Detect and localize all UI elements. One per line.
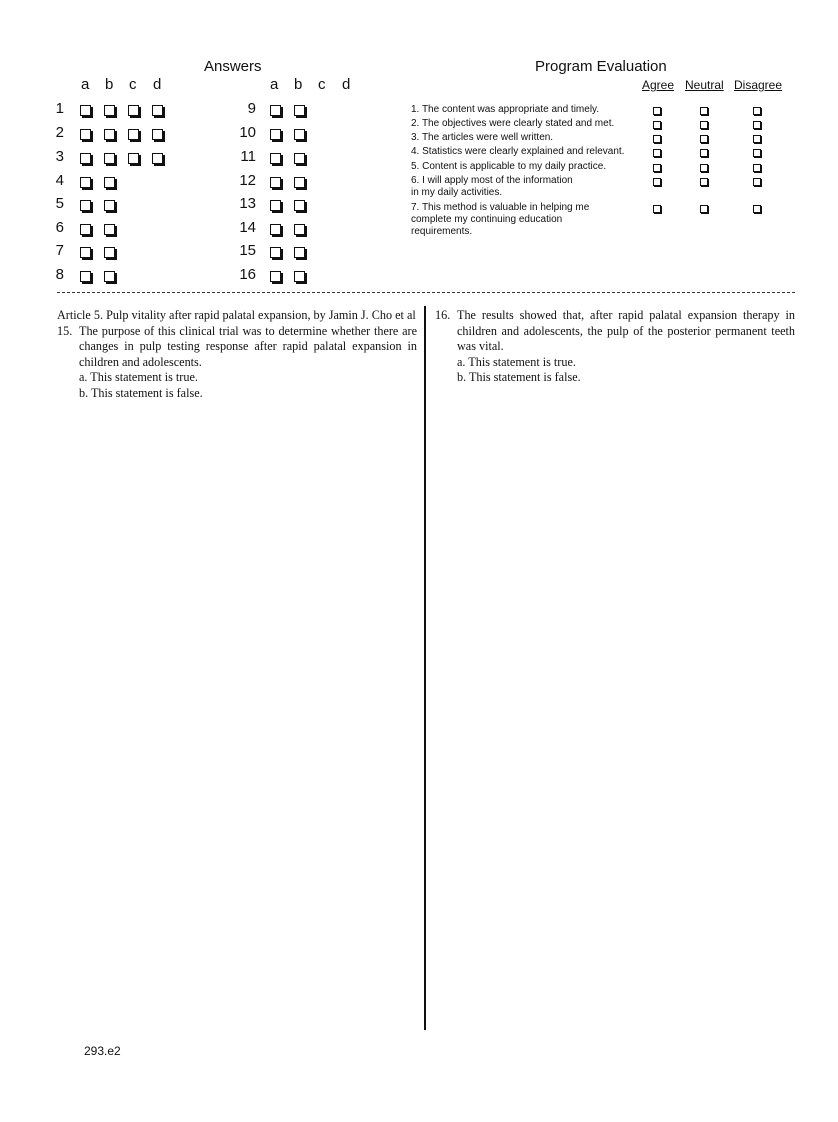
agree-header: Agree [642, 78, 675, 92]
column-letter-b: b [294, 76, 303, 93]
answer-number: 15 [239, 242, 256, 259]
answer-number: 13 [239, 195, 256, 212]
column-letter-d: d [153, 76, 162, 93]
answer-checkbox-a[interactable] [80, 105, 91, 116]
answer-checkbox-a[interactable] [270, 247, 281, 258]
answer-checkbox-b[interactable] [104, 153, 115, 164]
answer-checkbox-b[interactable] [294, 177, 305, 188]
answer-checkbox-d[interactable] [152, 129, 163, 140]
option-b: b. This statement is false. [79, 385, 203, 400]
article-heading: Article 5. Pulp vitality after rapid palatal expansion, by Jamin J. Cho et al [57, 308, 416, 322]
answer-checkbox-b[interactable] [104, 271, 115, 282]
answers-title: Answers [204, 58, 262, 75]
column-divider [424, 306, 426, 1030]
disagree-checkbox[interactable] [753, 149, 761, 157]
option-b: b. This statement is false. [457, 370, 581, 384]
option-a: a. This statement is true. [79, 370, 198, 384]
evaluation-item: 2. The objectives were clearly stated and met. [411, 118, 615, 129]
answer-checkbox-c[interactable] [128, 129, 139, 140]
evaluation-item: 3. The articles were well written. [411, 132, 554, 143]
answer-checkbox-a[interactable] [270, 224, 281, 235]
agree-checkbox[interactable] [653, 107, 661, 115]
answer-checkbox-c[interactable] [128, 153, 139, 164]
answer-checkbox-a[interactable] [270, 177, 281, 188]
evaluation-item: 7. This method is valuable in helping me complete my continuing education requirements. [411, 202, 590, 237]
question-text: The purpose of this clinical trial was to determine whether there are changes in pulp testing response after rapid palatal expansion in children and adolescents. [79, 323, 417, 369]
neutral-checkbox[interactable] [700, 121, 708, 129]
answer-number: 16 [239, 266, 256, 283]
answer-checkbox-b[interactable] [104, 224, 115, 235]
neutral-checkbox[interactable] [700, 178, 708, 186]
answer-checkbox-b[interactable] [294, 271, 305, 282]
agree-checkbox[interactable] [653, 149, 661, 157]
answer-number: 5 [55, 195, 64, 212]
answer-checkbox-a[interactable] [80, 177, 91, 188]
answer-checkbox-b[interactable] [104, 105, 115, 116]
answer-checkbox-a[interactable] [270, 271, 281, 282]
disagree-checkbox[interactable] [753, 135, 761, 143]
answer-checkbox-a[interactable] [80, 200, 91, 211]
disagree-checkbox[interactable] [753, 205, 761, 213]
right-column [435, 308, 795, 386]
answer-checkbox-a[interactable] [270, 200, 281, 211]
question-number: 16. [435, 308, 451, 322]
answer-checkbox-b[interactable] [294, 200, 305, 211]
question-number: 15. [57, 323, 73, 338]
column-letter-c: c [318, 76, 326, 93]
answer-checkbox-b[interactable] [294, 224, 305, 235]
option-a: a. This statement is true. [457, 354, 576, 369]
answer-checkbox-a[interactable] [270, 153, 281, 164]
answer-checkbox-d[interactable] [152, 105, 163, 116]
answer-checkbox-b[interactable] [104, 129, 115, 140]
agree-checkbox[interactable] [653, 178, 661, 186]
evaluation-item: 5. Content is applicable to my daily practice. [411, 161, 607, 172]
disagree-checkbox[interactable] [753, 178, 761, 186]
answer-checkbox-a[interactable] [270, 129, 281, 140]
answer-checkbox-a[interactable] [80, 224, 91, 235]
answer-checkbox-b[interactable] [294, 129, 305, 140]
answer-checkbox-a[interactable] [80, 129, 91, 140]
answer-checkbox-c[interactable] [128, 105, 139, 116]
answer-checkbox-a[interactable] [270, 105, 281, 116]
agree-checkbox[interactable] [653, 135, 661, 143]
neutral-checkbox[interactable] [700, 107, 708, 115]
answer-checkbox-b[interactable] [294, 247, 305, 258]
evaluation-item: 4. Statistics were clearly explained and relevant. [411, 146, 625, 157]
agree-checkbox[interactable] [653, 164, 661, 172]
answer-number: 2 [55, 124, 64, 141]
answer-number: 12 [239, 172, 256, 189]
disagree-checkbox[interactable] [753, 121, 761, 129]
neutral-checkbox[interactable] [700, 135, 708, 143]
neutral-header: Neutral [685, 78, 724, 92]
answer-number: 10 [239, 124, 256, 141]
answer-checkbox-b[interactable] [104, 200, 115, 211]
answer-checkbox-b[interactable] [294, 105, 305, 116]
answer-number: 11 [240, 148, 256, 165]
column-letter-b: b [105, 76, 114, 93]
answer-number: 14 [239, 219, 256, 236]
answer-number: 8 [55, 266, 64, 283]
left-column [57, 308, 417, 401]
answer-number: 9 [247, 100, 256, 117]
question-15 [57, 324, 417, 371]
answer-checkbox-b[interactable] [294, 153, 305, 164]
column-letter-c: c [129, 76, 137, 93]
neutral-checkbox[interactable] [700, 149, 708, 157]
disagree-header: Disagree [734, 78, 783, 92]
question-16 [435, 308, 795, 355]
column-letter-a: a [81, 76, 90, 93]
agree-checkbox[interactable] [653, 205, 661, 213]
evaluation-item: 6. I will apply most of the information in my daily activities. [411, 175, 573, 198]
answer-number: 6 [55, 219, 64, 236]
column-letter-d: d [342, 76, 351, 93]
neutral-checkbox[interactable] [700, 164, 708, 172]
answer-number: 1 [55, 100, 64, 117]
answer-checkbox-a[interactable] [80, 247, 91, 258]
answer-number: 3 [55, 148, 64, 165]
question-text: The results showed that, after rapid palatal expansion therapy in children and adolescents, the pulp of the posterior permanent teeth was vital. [457, 308, 795, 353]
answer-checkbox-b[interactable] [104, 247, 115, 258]
evaluation-item: 1. The content was appropriate and timely. [411, 104, 600, 115]
dashed-divider [57, 292, 795, 293]
column-letter-a: a [270, 76, 279, 93]
answer-checkbox-b[interactable] [104, 177, 115, 188]
answer-checkbox-a[interactable] [80, 271, 91, 282]
evaluation-title: Program Evaluation [535, 58, 667, 75]
answer-checkbox-a[interactable] [80, 153, 91, 164]
disagree-checkbox[interactable] [753, 107, 761, 115]
answer-checkbox-d[interactable] [152, 153, 163, 164]
neutral-checkbox[interactable] [700, 205, 708, 213]
answer-number: 7 [55, 242, 64, 259]
answer-number: 4 [55, 172, 64, 189]
disagree-checkbox[interactable] [753, 164, 761, 172]
agree-checkbox[interactable] [653, 121, 661, 129]
page-number: 293.e2 [84, 1044, 121, 1058]
